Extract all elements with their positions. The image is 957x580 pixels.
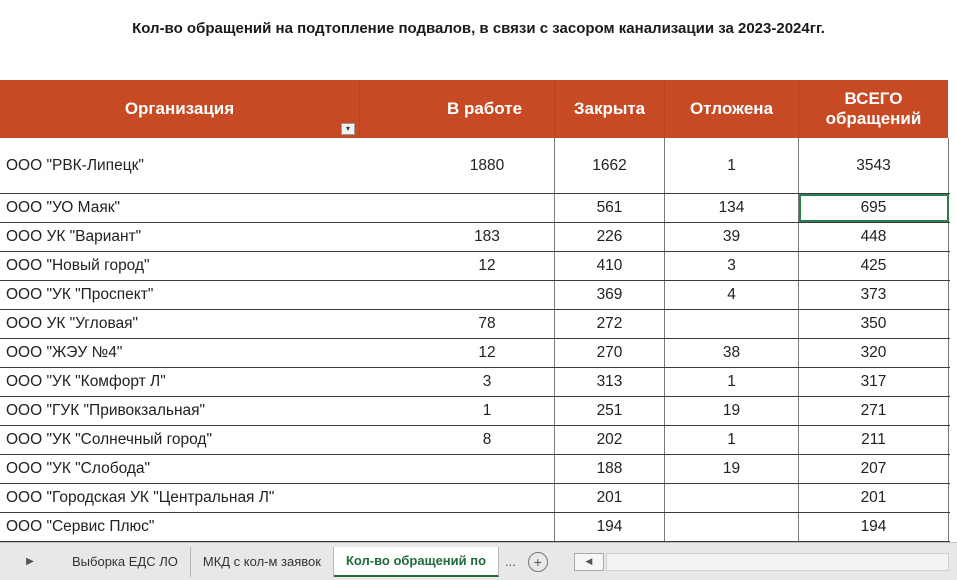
cell-total[interactable]: 695 bbox=[799, 194, 949, 222]
cell-total[interactable]: 350 bbox=[799, 310, 949, 338]
header-organization[interactable] bbox=[0, 80, 360, 138]
cell-total[interactable]: 448 bbox=[799, 223, 949, 251]
cell-organization[interactable]: ООО "РВК-Липецк" bbox=[6, 156, 144, 174]
cell-total[interactable]: 317 bbox=[799, 368, 949, 396]
cell-organization[interactable]: ООО "Городская УК "Центральная Л" bbox=[6, 489, 275, 506]
sheet-tab-2[interactable]: МКД с кол-м заявок bbox=[191, 547, 334, 577]
cell-deferred[interactable]: 1 bbox=[665, 426, 799, 454]
table-row[interactable] bbox=[0, 281, 950, 310]
cell-deferred[interactable] bbox=[665, 484, 799, 512]
cell-closed[interactable]: 251 bbox=[555, 397, 665, 425]
cell-closed[interactable]: 561 bbox=[555, 194, 665, 222]
table-body bbox=[0, 138, 950, 542]
cell-organization[interactable]: ООО "УК "Слобода" bbox=[6, 460, 151, 477]
cell-organization[interactable]: ООО "УО Маяк" bbox=[6, 199, 121, 216]
table-row[interactable] bbox=[0, 368, 950, 397]
cell-organization[interactable]: ООО "ЖЭУ №4" bbox=[6, 344, 123, 361]
cell-in-work[interactable] bbox=[360, 455, 555, 483]
table-row[interactable] bbox=[0, 223, 950, 252]
header-total-line2: обращений bbox=[825, 109, 922, 128]
cell-total[interactable]: 320 bbox=[799, 339, 949, 367]
cell-total[interactable]: 207 bbox=[799, 455, 949, 483]
cell-in-work[interactable]: 183 bbox=[360, 223, 555, 251]
cell-total[interactable]: 194 bbox=[799, 513, 949, 541]
cell-organization[interactable]: ООО УК "Угловая" bbox=[6, 315, 139, 332]
cell-deferred[interactable]: 3 bbox=[665, 252, 799, 280]
cell-organization[interactable]: ООО "УК "Солнечный город" bbox=[6, 431, 212, 448]
cell-organization[interactable]: ООО "Новый город" bbox=[6, 257, 150, 274]
cell-in-work[interactable] bbox=[360, 484, 555, 512]
cell-in-work[interactable]: 3 bbox=[360, 368, 555, 396]
cell-deferred[interactable]: 4 bbox=[665, 281, 799, 309]
table-row[interactable] bbox=[0, 252, 950, 281]
cell-in-work[interactable]: 1880 bbox=[360, 138, 555, 193]
cell-deferred[interactable]: 19 bbox=[665, 455, 799, 483]
cell-in-work[interactable] bbox=[360, 513, 555, 541]
cell-closed[interactable]: 202 bbox=[555, 426, 665, 454]
cell-deferred[interactable]: 19 bbox=[665, 397, 799, 425]
cell-closed[interactable]: 410 bbox=[555, 252, 665, 280]
cell-in-work[interactable]: 1 bbox=[360, 397, 555, 425]
cell-organization[interactable]: ООО "УК "Комфорт Л" bbox=[6, 373, 166, 390]
sheet-tab-3[interactable]: Кол-во обращений по bbox=[334, 547, 499, 577]
cell-total[interactable]: 201 bbox=[799, 484, 949, 512]
horizontal-scrollbar[interactable] bbox=[606, 553, 949, 571]
cell-deferred[interactable] bbox=[665, 310, 799, 338]
table-row[interactable] bbox=[0, 138, 950, 194]
cell-organization[interactable]: ООО "УК "Проспект" bbox=[6, 286, 154, 303]
cell-closed[interactable]: 188 bbox=[555, 455, 665, 483]
cell-in-work[interactable] bbox=[360, 194, 555, 222]
header-total[interactable] bbox=[799, 80, 948, 138]
header-in-work[interactable] bbox=[360, 80, 555, 138]
header-organization-label: Организация bbox=[124, 99, 235, 118]
cell-organization[interactable]: ООО "ГУК "Привокзальная" bbox=[6, 402, 206, 419]
sheet-title: Кол-во обращений на подтопление подвалов, в связи с засором канализации за 2023-2024гг. bbox=[132, 20, 825, 37]
scroll-left-icon[interactable]: ◀ bbox=[574, 553, 604, 571]
cell-in-work[interactable]: 12 bbox=[360, 252, 555, 280]
header-in-work-label: В работе bbox=[446, 99, 523, 118]
add-sheet-button[interactable]: + bbox=[528, 552, 548, 572]
header-closed[interactable] bbox=[555, 80, 665, 138]
header-deferred[interactable] bbox=[665, 80, 799, 138]
cell-in-work[interactable]: 12 bbox=[360, 339, 555, 367]
cell-total[interactable]: 3543 bbox=[799, 138, 949, 193]
cell-closed[interactable]: 272 bbox=[555, 310, 665, 338]
table-row[interactable] bbox=[0, 426, 950, 455]
cell-organization[interactable]: ООО "Сервис Плюс" bbox=[6, 518, 155, 535]
table-header bbox=[0, 80, 948, 138]
cell-closed[interactable]: 226 bbox=[555, 223, 665, 251]
cell-total[interactable]: 211 bbox=[799, 426, 949, 454]
tab-scroll-right-icon[interactable]: ▶ bbox=[26, 556, 34, 567]
cell-deferred[interactable] bbox=[665, 513, 799, 541]
cell-closed[interactable]: 1662 bbox=[555, 138, 665, 193]
spreadsheet-grid[interactable] bbox=[0, 80, 957, 542]
table-row[interactable] bbox=[0, 310, 950, 339]
cell-in-work[interactable] bbox=[360, 281, 555, 309]
cell-closed[interactable]: 201 bbox=[555, 484, 665, 512]
header-total-line1: ВСЕГО bbox=[844, 89, 903, 108]
cell-in-work[interactable]: 8 bbox=[360, 426, 555, 454]
cell-deferred[interactable]: 1 bbox=[665, 138, 799, 193]
table-row[interactable] bbox=[0, 339, 950, 368]
cell-total[interactable]: 373 bbox=[799, 281, 949, 309]
table-row[interactable] bbox=[0, 194, 950, 223]
cell-deferred[interactable]: 134 bbox=[665, 194, 799, 222]
cell-deferred[interactable]: 39 bbox=[665, 223, 799, 251]
cell-closed[interactable]: 270 bbox=[555, 339, 665, 367]
table-row[interactable] bbox=[0, 397, 950, 426]
cell-deferred[interactable]: 1 bbox=[665, 368, 799, 396]
cell-closed[interactable]: 194 bbox=[555, 513, 665, 541]
cell-organization[interactable]: ООО УК "Вариант" bbox=[6, 228, 142, 245]
cell-closed[interactable]: 313 bbox=[555, 368, 665, 396]
table-row[interactable] bbox=[0, 455, 950, 484]
sheet-tabs-bar bbox=[0, 542, 957, 580]
more-tabs-button[interactable]: ... bbox=[505, 554, 516, 569]
cell-total[interactable]: 271 bbox=[799, 397, 949, 425]
table-row[interactable] bbox=[0, 484, 950, 513]
table-row[interactable] bbox=[0, 513, 950, 542]
cell-in-work[interactable]: 78 bbox=[360, 310, 555, 338]
cell-total[interactable]: 425 bbox=[799, 252, 949, 280]
cell-deferred[interactable]: 38 bbox=[665, 339, 799, 367]
sheet-tab-1[interactable]: Выборка ЕДС ЛО bbox=[60, 547, 191, 577]
header-closed-label: Закрыта bbox=[573, 99, 646, 118]
header-deferred-label: Отложена bbox=[689, 99, 774, 118]
filter-dropdown-icon[interactable]: ▾ bbox=[341, 123, 355, 135]
cell-closed[interactable]: 369 bbox=[555, 281, 665, 309]
